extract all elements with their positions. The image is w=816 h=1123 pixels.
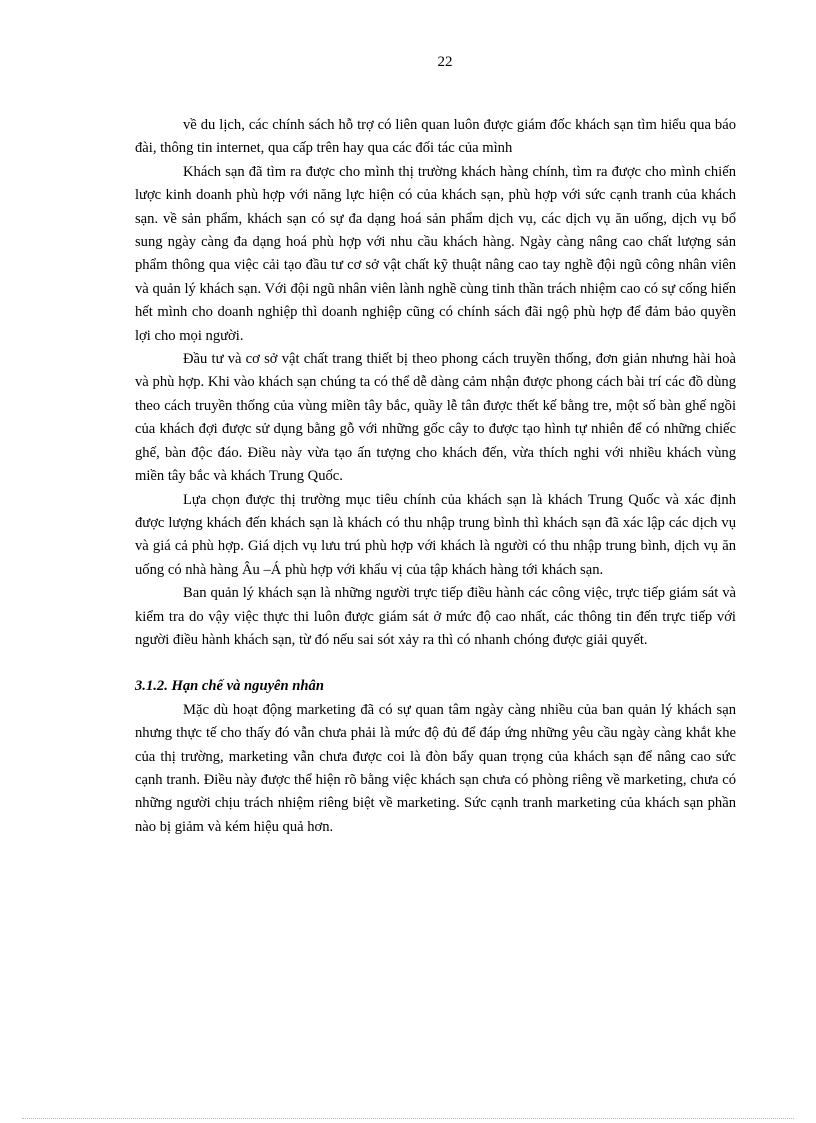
paragraph: Ban quản lý khách sạn là những người trực tiếp điều hành các công việc, trực tiếp giám sát và kiểm tra do vậy việc thực thi luôn được giám sát ở mức độ cao nhất, các thông tin đến trực tiếp với người điều hành khách sạn, từ đó nếu sai sót xảy ra thì có nhanh chóng được giải quyết. <box>135 585 736 648</box>
paragraph: Mặc dù hoạt động marketing đã có sự quan tâm ngày càng nhiều của ban quản lý khách sạn nhưng thực tế cho thấy đó vẫn chưa phải là mức độ đủ để đáp ứng những yêu cầu ngày càng khắt khe của thị trường, marketing vẫn chưa được coi là đòn bẩy quan trọng của khách sạn để nâng cao sức cạnh tranh. Điều này được thể hiện rõ bằng việc khách sạn chưa có phòng riêng về marketing, chưa có những người chịu trách nhiệm riêng biệt về marketing. Sức cạnh tranh marketing của khách sạn phần nào bị giảm và kém hiệu quả hơn. <box>135 701 736 835</box>
paragraph: Đầu tư và cơ sở vật chất trang thiết bị theo phong cách truyền thống, đơn giản nhưng hài hoà và phù hợp. Khi vào khách sạn chúng ta có thể dễ dàng cảm nhận được phong cách bài trí các đồ dùng theo cách truyền thống của vùng miền tây bắc, quầy lễ tân được thết kế bằng tre, một số bàn ghế ngồi của khách đợi được sử dụng bằng gỗ với những gốc cây to được tạo hình tự nhiên để có những chiếc ghế, bàn độc đáo. Điều này vừa tạo ấn tượng cho khách đến, vừa thích nghi với nhiều khách vùng miền tây bắc và khách Trung Quốc. <box>135 351 736 485</box>
paragraph: Lựa chọn được thị trường mục tiêu chính của khách sạn là khách Trung Quốc và xác định được lượng khách đến khách sạn là khách có thu nhập trung bình thì khách sạn đã xác lập các dịch vụ và giá cả phù hợp. Giá dịch vụ lưu trú phù hợp với khách là người có thu nhập trung bình, dịch vụ ăn uống có nhà hàng Âu –Á phù hợp với khẩu vị của tập khách hàng tới khách sạn. <box>135 491 736 578</box>
page-footer-divider <box>22 1118 794 1119</box>
section-heading: 3.1.2. Hạn chế và nguyên nhân <box>135 678 324 695</box>
paragraph: về du lịch, các chính sách hỗ trợ có liên quan luôn được giám đốc khách sạn tìm hiểu qua báo đài, thông tin internet, qua cấp trên hay qua các đối tác của mình <box>135 117 736 157</box>
page-number: 22 <box>437 54 453 70</box>
document-body <box>135 114 736 839</box>
paragraph: Khách sạn đã tìm ra được cho mình thị trường khách hàng chính, tìm ra được cho mình chiến lược kinh doanh phù hợp với năng lực hiện có của khách sạn, phù hợp với sức cạnh tranh của khách sạn. về sản phẩm, khách sạn có sự đa dạng hoá sản phẩm dịch vụ, các dịch vụ ăn uống, dịch vụ bổ sung ngày càng đa dạng hoá phù hợp với nhu cầu khách hàng. Ngày càng nâng cao chất lượng sản phẩm thông qua việc cải tạo đầu tư cơ sở vật chất kỹ thuật nâng cao tay nghề đội ngũ công nhân viên và quản lý khách sạn. Với đội ngũ nhân viên lành nghề cùng tinh thần trách nhiệm cao có sự cống hiến hết mình cho doanh nghiệp thì doanh nghiệp cũng có chính sách đãi ngộ phù hợp để đảm bảo quyền lợi cho mọi người. <box>135 163 736 344</box>
